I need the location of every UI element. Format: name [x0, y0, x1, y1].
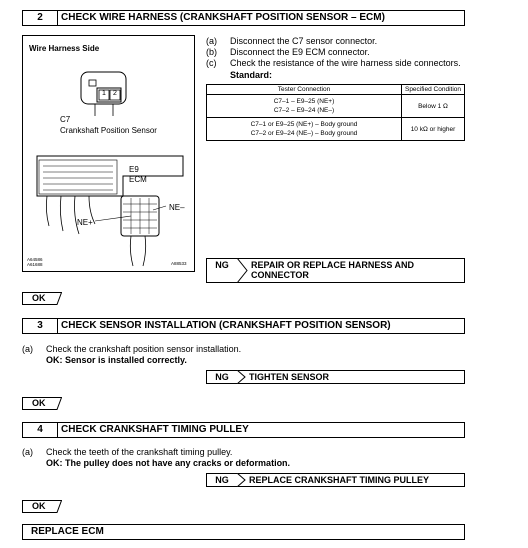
step-title: CHECK CRANKSHAFT TIMING PULLEY [61, 424, 249, 435]
step-4-header [22, 422, 465, 438]
harness-illustration [23, 36, 194, 271]
step-2-ng-box [206, 258, 465, 283]
step-4-ok-tag [22, 500, 62, 513]
step-2-header [22, 10, 465, 26]
step-title: CHECK SENSOR INSTALLATION (CRANKSHAFT POSITION SENSOR) [61, 320, 391, 331]
step-3-ok-tag [22, 397, 62, 410]
figure-heading: Wire Harness Side [29, 44, 100, 53]
connector-pin-2: 2 [113, 90, 117, 97]
specified-condition: Below 1 Ω [402, 95, 465, 118]
ne-plus-label: NE+ [77, 218, 93, 227]
tester-connection: C7–2 or E9–24 (NE–) – Body ground [250, 130, 358, 137]
ng-action: TIGHTEN SENSOR [249, 372, 330, 382]
ng-action: REPLACE CRANKSHAFT TIMING PULLEY [249, 475, 429, 485]
step-4-ok-text: OK: The pulley does not have any cracks or deformation. [46, 458, 291, 468]
figure-code-2: A61688 [27, 262, 43, 267]
figure-code-3: A88533 [171, 261, 187, 266]
step-number: 3 [23, 319, 58, 333]
instruction-b-text: Disconnect the E9 ECM connector. [230, 47, 370, 57]
ok-label: OK [32, 398, 46, 408]
instruction-a-text: Disconnect the C7 sensor connector. [230, 36, 378, 46]
tester-connection: C7–2 – E9–24 (NE–) [273, 107, 335, 114]
e9-label: E9 [129, 165, 139, 174]
ng-arrow-icon [235, 370, 247, 384]
step-3-instruction: Check the crankshaft position sensor installation. [46, 344, 242, 354]
step-3-ng-box [206, 370, 465, 384]
table-cell [207, 95, 402, 118]
step-4-instruction: Check the teeth of the crankshaft timing pulley. [46, 447, 233, 457]
ng-action-line2: CONNECTOR [251, 270, 309, 280]
step-3-header [22, 318, 465, 334]
step-4-ng-box [206, 473, 465, 487]
table-header-row [207, 85, 465, 95]
c7-label: C7 [60, 115, 71, 124]
ng-label: NG [215, 260, 229, 270]
table-cell [207, 118, 402, 141]
instruction-b-marker: (b) [206, 47, 217, 57]
figure-code-1: A64586 [27, 257, 43, 262]
step-2-ok-tag [22, 292, 62, 305]
ng-action-line1: REPAIR OR REPLACE HARNESS AND [251, 260, 415, 270]
instruction-c-text: Check the resistance of the wire harness side connectors. [230, 58, 461, 68]
instruction-c-marker: (c) [206, 58, 217, 68]
step-4-marker: (a) [22, 447, 33, 457]
ok-label: OK [32, 501, 46, 511]
table-header: Specified Condition [402, 85, 465, 95]
ok-label: OK [32, 293, 46, 303]
tester-connection: C7–1 – E9–25 (NE+) [273, 98, 335, 105]
step-title: CHECK WIRE HARNESS (CRANKSHAFT POSITION SENSOR – ECM) [61, 12, 385, 23]
table-header: Tester Connection [207, 85, 402, 95]
ng-arrow-icon [235, 473, 247, 487]
ne-minus-label: NE– [169, 203, 185, 212]
ng-arrow-icon [235, 258, 249, 283]
step-3-ok-text: OK: Sensor is installed correctly. [46, 355, 187, 365]
step-number: 2 [23, 11, 58, 25]
c7-name: Crankshaft Position Sensor [60, 126, 157, 135]
wire-harness-figure [22, 35, 195, 272]
ng-label: NG [215, 372, 229, 382]
connector-pin-1: 1 [102, 90, 106, 97]
ng-label: NG [215, 475, 229, 485]
resistance-spec-table [206, 84, 465, 141]
final-action: REPLACE ECM [31, 526, 104, 537]
ecm-label: ECM [129, 175, 147, 184]
table-row [207, 118, 465, 141]
final-action-box [22, 524, 465, 540]
table-row [207, 95, 465, 118]
instruction-a-marker: (a) [206, 36, 217, 46]
step-number: 4 [23, 423, 58, 437]
tester-connection: C7–1 or E9–25 (NE+) – Body ground [250, 121, 358, 128]
step-3-marker: (a) [22, 344, 33, 354]
standard-label: Standard: [230, 70, 273, 80]
specified-condition: 10 kΩ or higher [402, 118, 465, 141]
